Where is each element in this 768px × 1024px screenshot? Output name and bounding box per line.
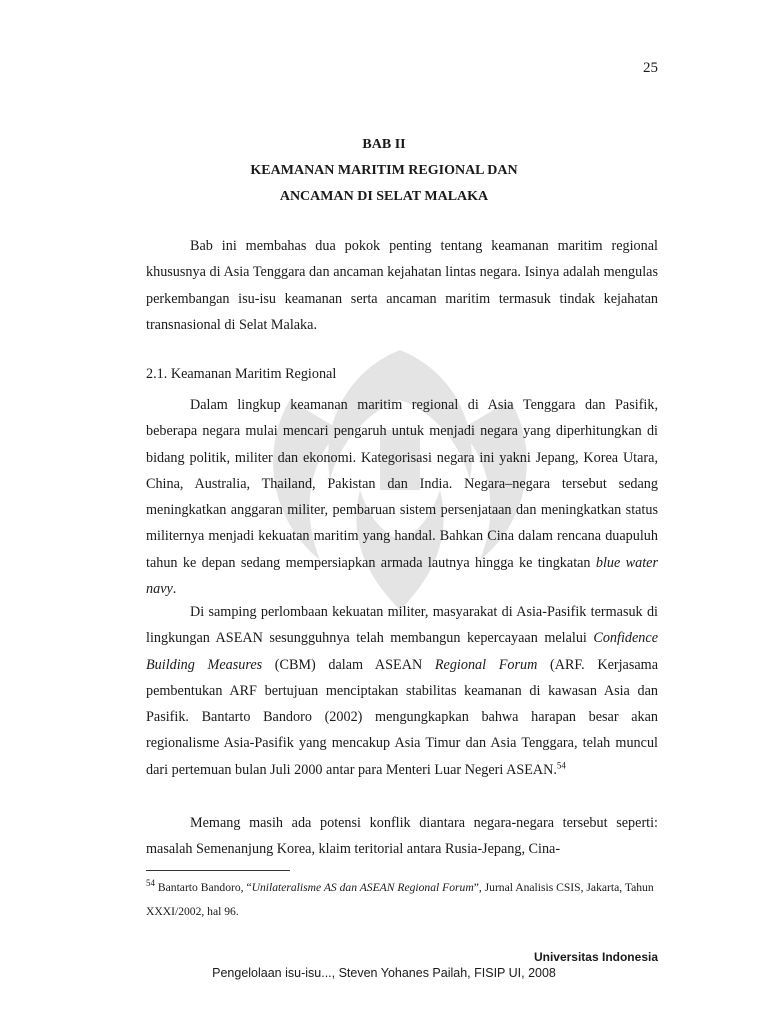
intro-paragraph bbox=[146, 233, 658, 338]
chapter-title-line1: KEAMANAN MARITIM REGIONAL DAN bbox=[250, 163, 518, 178]
paragraph-2 bbox=[146, 599, 658, 783]
paragraph-3 bbox=[146, 810, 658, 863]
para3-text: Memang masih ada potensi konflik diantara negara-negara tersebut seperti: masalah Semenanjung Korea, klaim teritorial antara Rusia-Jepang, Cina- bbox=[146, 815, 658, 858]
chapter-label: BAB II bbox=[362, 137, 406, 152]
chapter-title-line2: ANCAMAN DI SELAT MALAKA bbox=[279, 189, 489, 204]
para2-italic-forum: Regional Forum bbox=[434, 656, 538, 673]
footnote-divider bbox=[146, 870, 290, 871]
para2-text-1: Di samping perlombaan kekuatan militer, masyarakat di Asia-Pasifik termasuk di lingkungan ASEAN sesungguhnya telah membangun kepercayaan melalui bbox=[146, 604, 658, 647]
section-heading: 2.1. Keamanan Maritim Regional bbox=[146, 366, 337, 382]
para1-italic: blue water navy bbox=[146, 554, 658, 598]
section-heading-block bbox=[146, 361, 658, 387]
footnote-text-1: Bantarto Bandoro, “ bbox=[155, 881, 252, 894]
intro-text: Bab ini membahas dua pokok penting tentang keamanan maritim regional khususnya di Asia Tenggara dan ancaman kejahatan lintas negara. Isinya adalah mengulas perkembangan isu-isu keamanan serta ancaman maritim termasuk tindak kejahatan transnasional di Selat Malaka. bbox=[146, 238, 658, 333]
para2-italic-cbm: Confidence Building Measures bbox=[146, 630, 658, 673]
footnote-ref: 54 bbox=[556, 760, 566, 771]
para1-text: Dalam lingkup keamanan maritim regional di Asia Tenggara dan Pasifik, beberapa negara mulai mencari pengaruh untuk menjadi negara yang diperhitungkan di bidang politik, militer dan ekonomi. Kategorisasi negara ini yakni Jepang, Korea Utara, China, Australia, Thailand, Pakistan dan India. Negara–negara tersebut sedang meningkatkan anggaran militer, pembaruan sistem persenjataan dan meningkatkan status militernya menjadi kekuatan maritim yang handal. Bahkan Cina dalam rencana duapuluh tahun ke depan sedang mempersiapkan armada lautnya hingga ke tingkatan bbox=[146, 397, 658, 571]
para2-text-2: (CBM) dalam ASEAN bbox=[262, 656, 435, 673]
footnote-number: 54 bbox=[146, 878, 155, 889]
footnote-italic: Unilateralisme AS dan ASEAN Regional Forum bbox=[251, 881, 474, 894]
para2-text-3: (ARF. Kerjasama pembentukan ARF bertujuan menciptakan stabilitas keamanan di kawasan Asia dan Pasifik. Bantarto Bandoro (2002) mengungkapkan bahwa harapan besar akan regionalisme Asia-Pasifik yang mencakup Asia Timur dan Asia Tenggara, telah muncul dari pertemuan bulan Juli 2000 antar para Menteri Luar Negeri ASEAN. bbox=[146, 656, 659, 778]
university-name: Universitas Indonesia bbox=[533, 950, 658, 964]
footnote bbox=[146, 876, 658, 924]
footnote-text-2: ”, Jurnal Analisis CSIS, Jakarta, Tahun XXXI/2002, hal 96. bbox=[146, 881, 654, 918]
para1-end: . bbox=[172, 581, 177, 598]
credit-line: Pengelolaan isu-isu..., Steven Yohanes Pailah, FISIP UI, 2008 bbox=[212, 966, 556, 980]
page-number: 25 bbox=[643, 60, 658, 76]
paragraph-1 bbox=[146, 392, 658, 602]
